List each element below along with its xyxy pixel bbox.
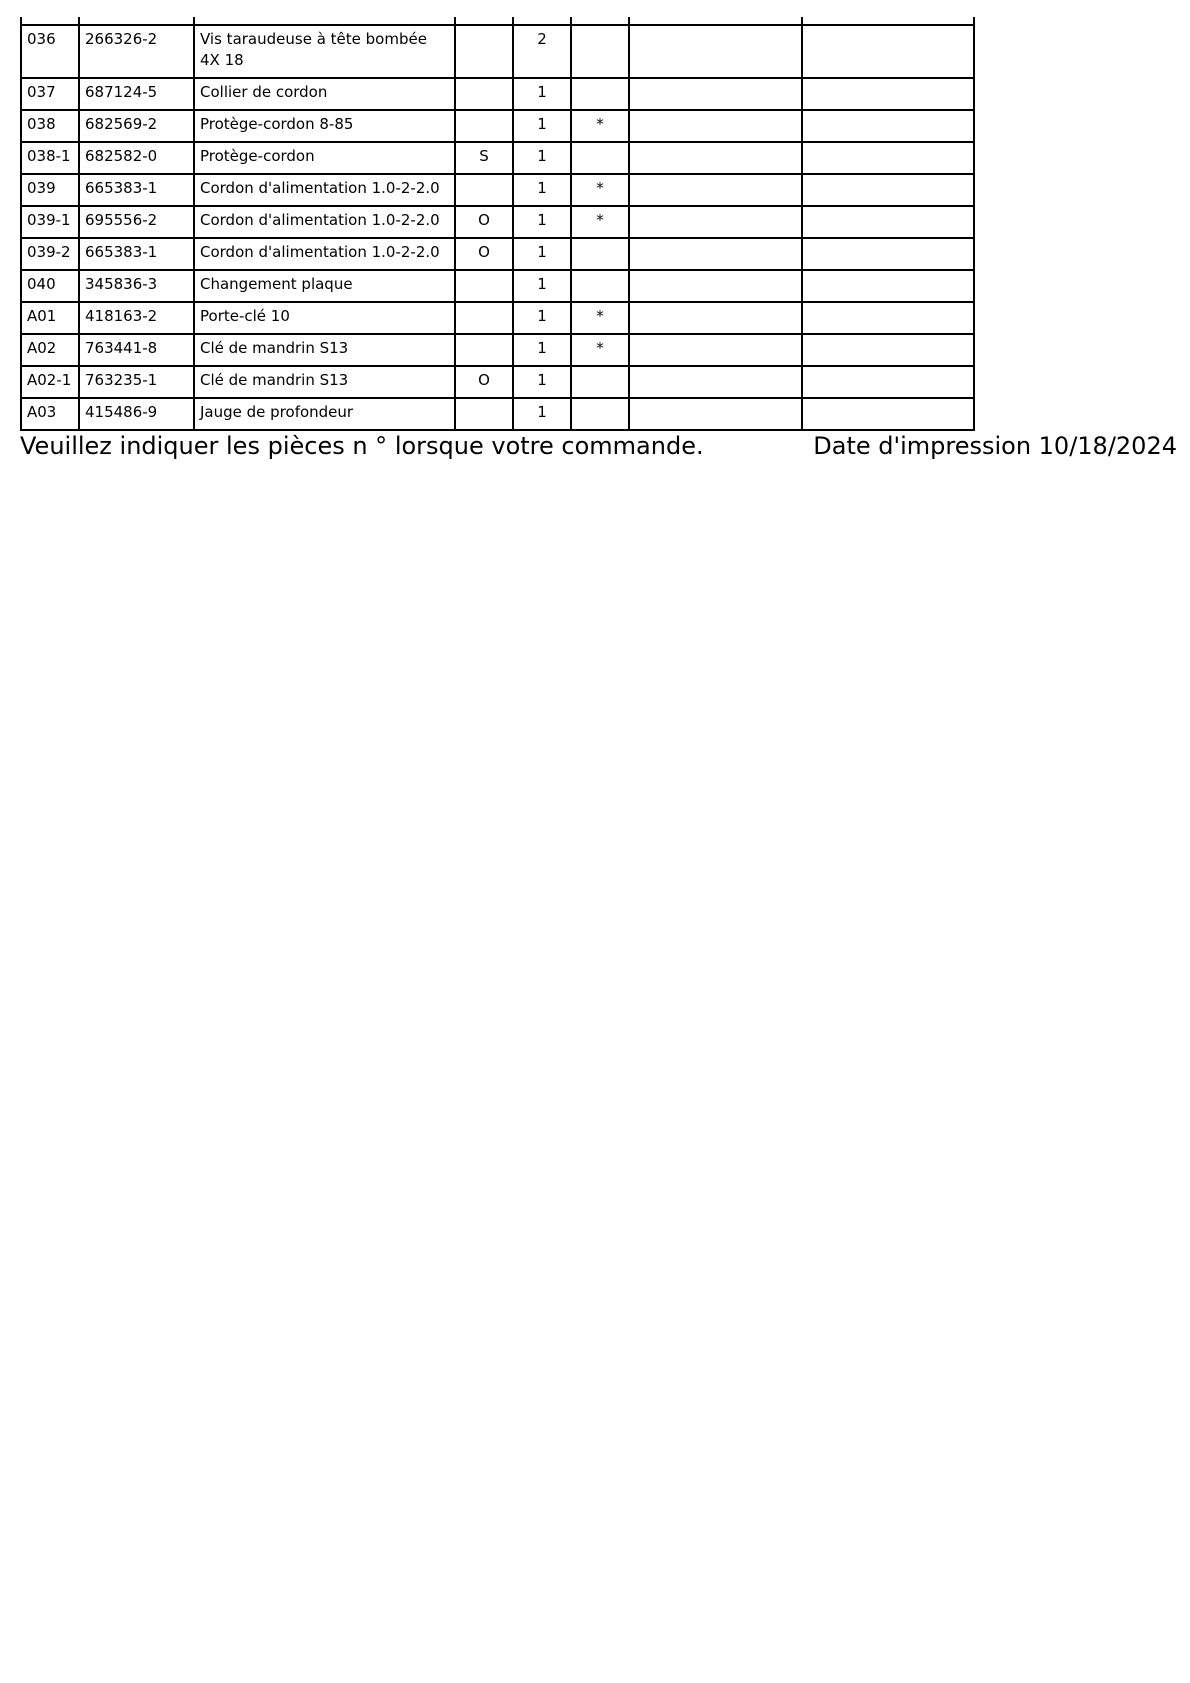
description-cell: Changement plaque (194, 270, 455, 302)
empty-cell (629, 366, 802, 398)
mark-cell (571, 142, 629, 174)
mark-cell (571, 398, 629, 430)
quantity-cell: 1 (513, 398, 571, 430)
part-number-cell: 345836-3 (79, 270, 194, 302)
note-cell (455, 110, 513, 142)
part-number-cell: 682569-2 (79, 110, 194, 142)
table-row (21, 398, 974, 430)
note-cell (455, 334, 513, 366)
table-row (21, 142, 974, 174)
part-number-cell: 665383-1 (79, 238, 194, 270)
empty-cell (629, 334, 802, 366)
table-row (21, 206, 974, 238)
table-row (21, 334, 974, 366)
part-number-cell: 418163-2 (79, 302, 194, 334)
item-number-cell: 039 (21, 174, 79, 206)
quantity-cell: 1 (513, 78, 571, 110)
quantity-cell: 1 (513, 206, 571, 238)
part-number-cell: 687124-5 (79, 78, 194, 110)
note-cell: O (455, 366, 513, 398)
quantity-cell: 2 (513, 25, 571, 78)
item-number-cell: A01 (21, 302, 79, 334)
item-number-cell: 038-1 (21, 142, 79, 174)
note-cell (455, 398, 513, 430)
description-cell: Jauge de profondeur (194, 398, 455, 430)
description-cell: Cordon d'alimentation 1.0-2-2.0 (194, 206, 455, 238)
mark-cell: * (571, 110, 629, 142)
quantity-cell: 1 (513, 142, 571, 174)
table-row (21, 238, 974, 270)
empty-cell (802, 302, 974, 334)
empty-cell (802, 110, 974, 142)
order-instruction: Veuillez indiquer les pièces n ° lorsque votre commande. (20, 432, 704, 460)
quantity-cell: 1 (513, 174, 571, 206)
item-number-cell: 036 (21, 25, 79, 78)
mark-cell (571, 78, 629, 110)
part-number-cell: 695556-2 (79, 206, 194, 238)
part-number-cell: 763441-8 (79, 334, 194, 366)
description-cell: Protège-cordon 8-85 (194, 110, 455, 142)
quantity-cell: 1 (513, 238, 571, 270)
table-row (21, 302, 974, 334)
empty-cell (802, 398, 974, 430)
empty-cell (802, 78, 974, 110)
note-cell (455, 270, 513, 302)
note-cell: O (455, 238, 513, 270)
part-number-cell: 665383-1 (79, 174, 194, 206)
item-number-cell: A02-1 (21, 366, 79, 398)
empty-cell (629, 270, 802, 302)
empty-cell (629, 25, 802, 78)
table-row (21, 270, 974, 302)
mark-cell (571, 25, 629, 78)
description-cell: Porte-clé 10 (194, 302, 455, 334)
mark-cell: * (571, 206, 629, 238)
note-cell: S (455, 142, 513, 174)
empty-cell (802, 206, 974, 238)
item-number-cell: A03 (21, 398, 79, 430)
print-date: Date d'impression 10/18/2024 (813, 432, 1177, 460)
table-row (21, 25, 974, 78)
empty-cell (629, 206, 802, 238)
quantity-cell: 1 (513, 110, 571, 142)
empty-cell (802, 142, 974, 174)
part-number-cell: 415486-9 (79, 398, 194, 430)
parts-table-body (21, 25, 974, 430)
empty-cell (802, 238, 974, 270)
item-number-cell: 038 (21, 110, 79, 142)
note-cell (455, 302, 513, 334)
part-number-cell: 763235-1 (79, 366, 194, 398)
empty-cell (802, 174, 974, 206)
empty-cell (802, 270, 974, 302)
description-cell: Vis taraudeuse à tête bombée 4X 18 (194, 25, 455, 78)
item-number-cell: 039-1 (21, 206, 79, 238)
note-cell: O (455, 206, 513, 238)
item-number-cell: 040 (21, 270, 79, 302)
empty-cell (629, 78, 802, 110)
item-number-cell: 037 (21, 78, 79, 110)
empty-cell (629, 174, 802, 206)
empty-cell (629, 302, 802, 334)
table-row (21, 366, 974, 398)
mark-cell (571, 270, 629, 302)
table-row (21, 110, 974, 142)
note-cell (455, 174, 513, 206)
table-row (21, 78, 974, 110)
mark-cell (571, 366, 629, 398)
item-number-cell: A02 (21, 334, 79, 366)
description-cell: Cordon d'alimentation 1.0-2-2.0 (194, 238, 455, 270)
mark-cell (571, 238, 629, 270)
description-cell: Clé de mandrin S13 (194, 366, 455, 398)
note-cell (455, 78, 513, 110)
empty-cell (802, 366, 974, 398)
part-number-cell: 266326-2 (79, 25, 194, 78)
quantity-cell: 1 (513, 334, 571, 366)
empty-cell (629, 238, 802, 270)
note-cell (455, 25, 513, 78)
empty-cell (629, 142, 802, 174)
description-cell: Collier de cordon (194, 78, 455, 110)
empty-cell (802, 25, 974, 78)
table-row (21, 174, 974, 206)
description-cell: Clé de mandrin S13 (194, 334, 455, 366)
quantity-cell: 1 (513, 302, 571, 334)
quantity-cell: 1 (513, 270, 571, 302)
empty-cell (802, 334, 974, 366)
mark-cell: * (571, 174, 629, 206)
description-cell: Protège-cordon (194, 142, 455, 174)
mark-cell: * (571, 302, 629, 334)
empty-cell (629, 110, 802, 142)
parts-table (20, 24, 975, 431)
quantity-cell: 1 (513, 366, 571, 398)
empty-cell (629, 398, 802, 430)
mark-cell: * (571, 334, 629, 366)
item-number-cell: 039-2 (21, 238, 79, 270)
part-number-cell: 682582-0 (79, 142, 194, 174)
description-cell: Cordon d'alimentation 1.0-2-2.0 (194, 174, 455, 206)
